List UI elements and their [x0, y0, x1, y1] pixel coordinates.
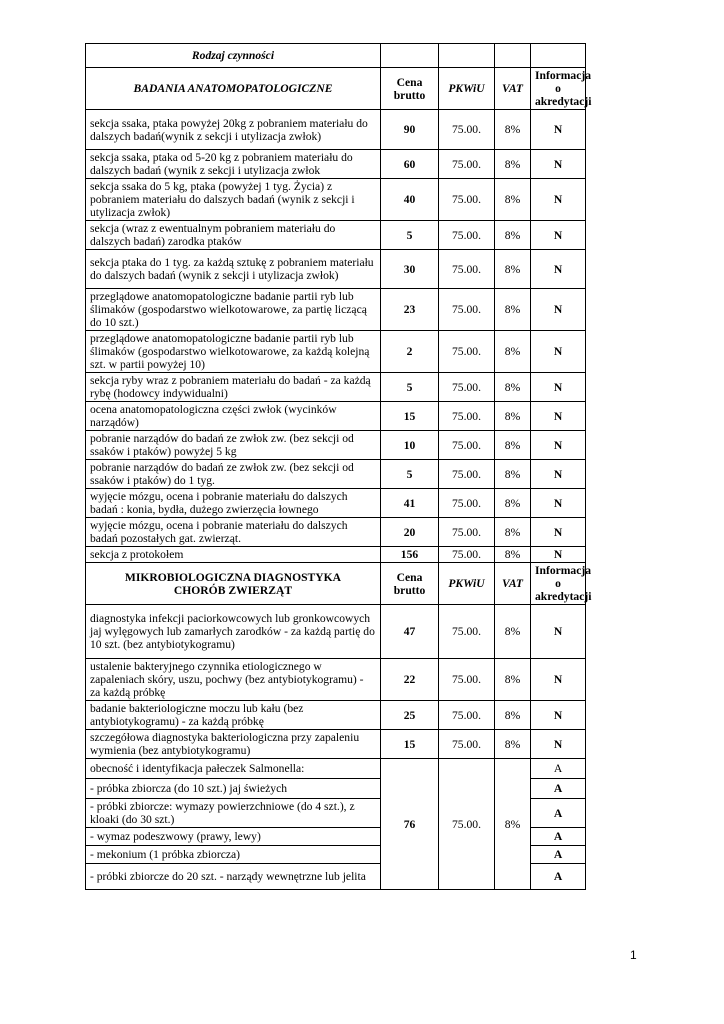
table-row: [86, 289, 586, 331]
row-pkwiu: 75.00.: [439, 402, 495, 431]
price-table: [85, 43, 592, 890]
row-vat: 8%: [495, 518, 531, 547]
row-pkwiu: 75.00.: [439, 489, 495, 518]
section1-title: BADANIA ANATOMOPATOLOGICZNE: [86, 68, 381, 110]
row-info: N: [531, 659, 586, 701]
table-row: [86, 250, 586, 289]
row-pkwiu: 75.00.: [439, 730, 495, 759]
row-description: sekcja ssaka, ptaka powyżej 20kg z pobraniem materiału do dalszych badań(wynik z sekcji i utylizacja zwłok): [86, 110, 381, 150]
row-pkwiu: 75.00.: [439, 373, 495, 402]
row-price: 15: [381, 402, 439, 431]
row-vat: 8%: [495, 460, 531, 489]
row-vat: 8%: [495, 150, 531, 179]
row-price: 15: [381, 730, 439, 759]
section2-header-row: [86, 563, 586, 605]
row-pkwiu: 75.00.: [439, 110, 495, 150]
row-description: przeglądowe anatomopatologiczne badanie partii ryb lub ślimaków (gospodarstwo wielkotowarowe, za każdą kolejną szt. w partii powyżej 10): [86, 331, 381, 373]
section1-header-row: [86, 68, 586, 110]
row-info: N: [531, 547, 586, 563]
row-info: N: [531, 150, 586, 179]
row-vat: 8%: [495, 605, 531, 659]
row-info: A: [531, 828, 586, 846]
section2-title-line2: CHORÓB ZWIERZĄT: [173, 583, 293, 597]
row-pkwiu: 75.00.: [439, 701, 495, 730]
page-number: 1: [630, 948, 637, 962]
row-pkwiu: 75.00.: [439, 460, 495, 489]
header-vat: VAT: [495, 68, 531, 110]
row-description: sekcja (wraz z ewentualnym pobraniem materiału do dalszych badań) zarodka ptaków: [86, 221, 381, 250]
section2-title: [86, 563, 381, 605]
row-info: A: [531, 846, 586, 864]
row-info: N: [531, 373, 586, 402]
row-description: badanie bakteriologiczne moczu lub kału (bez antybiotykogramu) - za każdą próbkę: [86, 701, 381, 730]
table-row: [86, 547, 586, 563]
document-title: Rodzaj czynności: [86, 44, 381, 68]
row-price: 25: [381, 701, 439, 730]
row-description: przeglądowe anatomopatologiczne badanie partii ryb lub ślimaków (gospodarstwo wielkotowarowe, za partię liczącą do 10 szt.): [86, 289, 381, 331]
row-description: sekcja z protokołem: [86, 547, 381, 563]
row-pkwiu: 75.00.: [439, 431, 495, 460]
row-description: - wymaz podeszwowy (prawy, lewy): [86, 828, 381, 846]
row-info: N: [531, 730, 586, 759]
row-description: ocena anatomopatologiczna części zwłok (wycinków narządów): [86, 402, 381, 431]
row-vat: 8%: [495, 289, 531, 331]
header-cena: Cena brutto: [381, 68, 439, 110]
row-price: 10: [381, 431, 439, 460]
table-row: [86, 110, 586, 150]
table-row: [86, 179, 586, 221]
salmonella-pkwiu: 75.00.: [439, 759, 495, 890]
header-pkwiu: PKWiU: [439, 68, 495, 110]
row-description: - próbki zbiorcze: wymazy powierzchniowe (do 4 szt.), z kloaki (do 30 szt.): [86, 799, 381, 828]
row-pkwiu: 75.00.: [439, 289, 495, 331]
row-vat: 8%: [495, 489, 531, 518]
header-cena: Cena brutto: [381, 563, 439, 605]
row-info: N: [531, 489, 586, 518]
row-pkwiu: 75.00.: [439, 518, 495, 547]
row-vat: 8%: [495, 373, 531, 402]
row-price: 5: [381, 373, 439, 402]
table-row: [86, 402, 586, 431]
table-row: [86, 460, 586, 489]
table-row: [86, 331, 586, 373]
row-price: 60: [381, 150, 439, 179]
table-row: [86, 518, 586, 547]
header-info: Informacja o akredytacji: [531, 68, 586, 110]
row-info: N: [531, 701, 586, 730]
row-info: N: [531, 518, 586, 547]
row-price: 5: [381, 221, 439, 250]
row-pkwiu: 75.00.: [439, 547, 495, 563]
row-info: N: [531, 402, 586, 431]
table-row: [86, 431, 586, 460]
row-vat: 8%: [495, 179, 531, 221]
row-vat: 8%: [495, 659, 531, 701]
row-vat: 8%: [495, 331, 531, 373]
row-vat: 8%: [495, 402, 531, 431]
row-description: diagnostyka infekcji paciorkowcowych lub gronkowcowych jaj wylęgowych lub zamarłych zarodków - za każdą partię do 10 szt. (bez antybiotykogramu): [86, 605, 381, 659]
row-info: A: [531, 779, 586, 799]
table-row: [86, 150, 586, 179]
row-info: N: [531, 289, 586, 331]
table-row: [86, 489, 586, 518]
row-price: 40: [381, 179, 439, 221]
row-description: sekcja ssaka, ptaka od 5-20 kg z pobraniem materiału do dalszych badań (wynik z sekcji i utylizacja zwłok: [86, 150, 381, 179]
table-row: [86, 701, 586, 730]
row-description: szczegółowa diagnostyka bakteriologiczna przy zapaleniu wymienia (bez antybiotykogramu): [86, 730, 381, 759]
row-info: N: [531, 179, 586, 221]
row-description: ustalenie bakteryjnego czynnika etiologicznego w zapaleniach skóry, uszu, pochwy (bez antybiotykogramu) - za każdą próbkę: [86, 659, 381, 701]
row-description: - mekonium (1 próbka zbiorcza): [86, 846, 381, 864]
row-info: N: [531, 460, 586, 489]
row-description: sekcja ptaka do 1 tyg. za każdą sztukę z pobraniem materiału do dalszych badań (wynik z sekcji i utylizacja zwłok): [86, 250, 381, 289]
row-price: 22: [381, 659, 439, 701]
table-row: [86, 605, 586, 659]
row-vat: 8%: [495, 701, 531, 730]
row-price: 2: [381, 331, 439, 373]
table-row: [86, 730, 586, 759]
table-row: [86, 659, 586, 701]
row-price: 23: [381, 289, 439, 331]
row-description: sekcja ssaka do 5 kg, ptaka (powyżej 1 tyg. Życia) z pobraniem materiału do dalszych badań (wynik z sekcji i utylizacja zwłok): [86, 179, 381, 221]
row-description: sekcja ryby wraz z pobraniem materiału do badań - za każdą rybę (hodowcy indywidualni): [86, 373, 381, 402]
row-info: N: [531, 605, 586, 659]
row-info: A: [531, 759, 586, 779]
row-pkwiu: 75.00.: [439, 179, 495, 221]
row-price: 90: [381, 110, 439, 150]
row-description: wyjęcie mózgu, ocena i pobranie materiału do dalszych badań : konia, bydła, dużego zwierzęcia łownego: [86, 489, 381, 518]
row-vat: 8%: [495, 110, 531, 150]
row-description: pobranie narządów do badań ze zwłok zw. (bez sekcji od ssaków i ptaków) do 1 tyg.: [86, 460, 381, 489]
row-description: pobranie narządów do badań ze zwłok zw. (bez sekcji od ssaków i ptaków) powyżej 5 kg: [86, 431, 381, 460]
header-info: Informacja o akredytacji: [531, 563, 586, 605]
row-pkwiu: 75.00.: [439, 150, 495, 179]
salmonella-row: [86, 759, 586, 779]
row-vat: 8%: [495, 730, 531, 759]
row-price: 156: [381, 547, 439, 563]
row-info: N: [531, 250, 586, 289]
row-price: 47: [381, 605, 439, 659]
table-row: [86, 373, 586, 402]
row-vat: 8%: [495, 250, 531, 289]
row-info: N: [531, 221, 586, 250]
row-price: 5: [381, 460, 439, 489]
salmonella-price: 76: [381, 759, 439, 890]
salmonella-vat: 8%: [495, 759, 531, 890]
header-vat: VAT: [495, 563, 531, 605]
row-vat: 8%: [495, 221, 531, 250]
row-pkwiu: 75.00.: [439, 331, 495, 373]
row-info: N: [531, 431, 586, 460]
row-price: 20: [381, 518, 439, 547]
row-pkwiu: 75.00.: [439, 221, 495, 250]
row-price: 41: [381, 489, 439, 518]
row-description: obecność i identyfikacja pałeczek Salmonella:: [86, 759, 381, 779]
row-info: N: [531, 331, 586, 373]
row-info: N: [531, 110, 586, 150]
section2-title-line1: MIKROBIOLOGICZNA DIAGNOSTYKA: [124, 570, 342, 584]
header-pkwiu: PKWiU: [439, 563, 495, 605]
row-description: wyjęcie mózgu, ocena i pobranie materiału do dalszych badań pozostałych gat. zwierząt.: [86, 518, 381, 547]
row-pkwiu: 75.00.: [439, 250, 495, 289]
row-pkwiu: 75.00.: [439, 659, 495, 701]
table-row: [86, 221, 586, 250]
row-price: 30: [381, 250, 439, 289]
row-pkwiu: 75.00.: [439, 605, 495, 659]
row-description: - próbka zbiorcza (do 10 szt.) jaj świeżych: [86, 779, 381, 799]
row-info: A: [531, 799, 586, 828]
row-description: - próbki zbiorcze do 20 szt. - narządy wewnętrzne lub jelita: [86, 864, 381, 890]
row-vat: 8%: [495, 547, 531, 563]
row-info: A: [531, 864, 586, 890]
row-vat: 8%: [495, 431, 531, 460]
